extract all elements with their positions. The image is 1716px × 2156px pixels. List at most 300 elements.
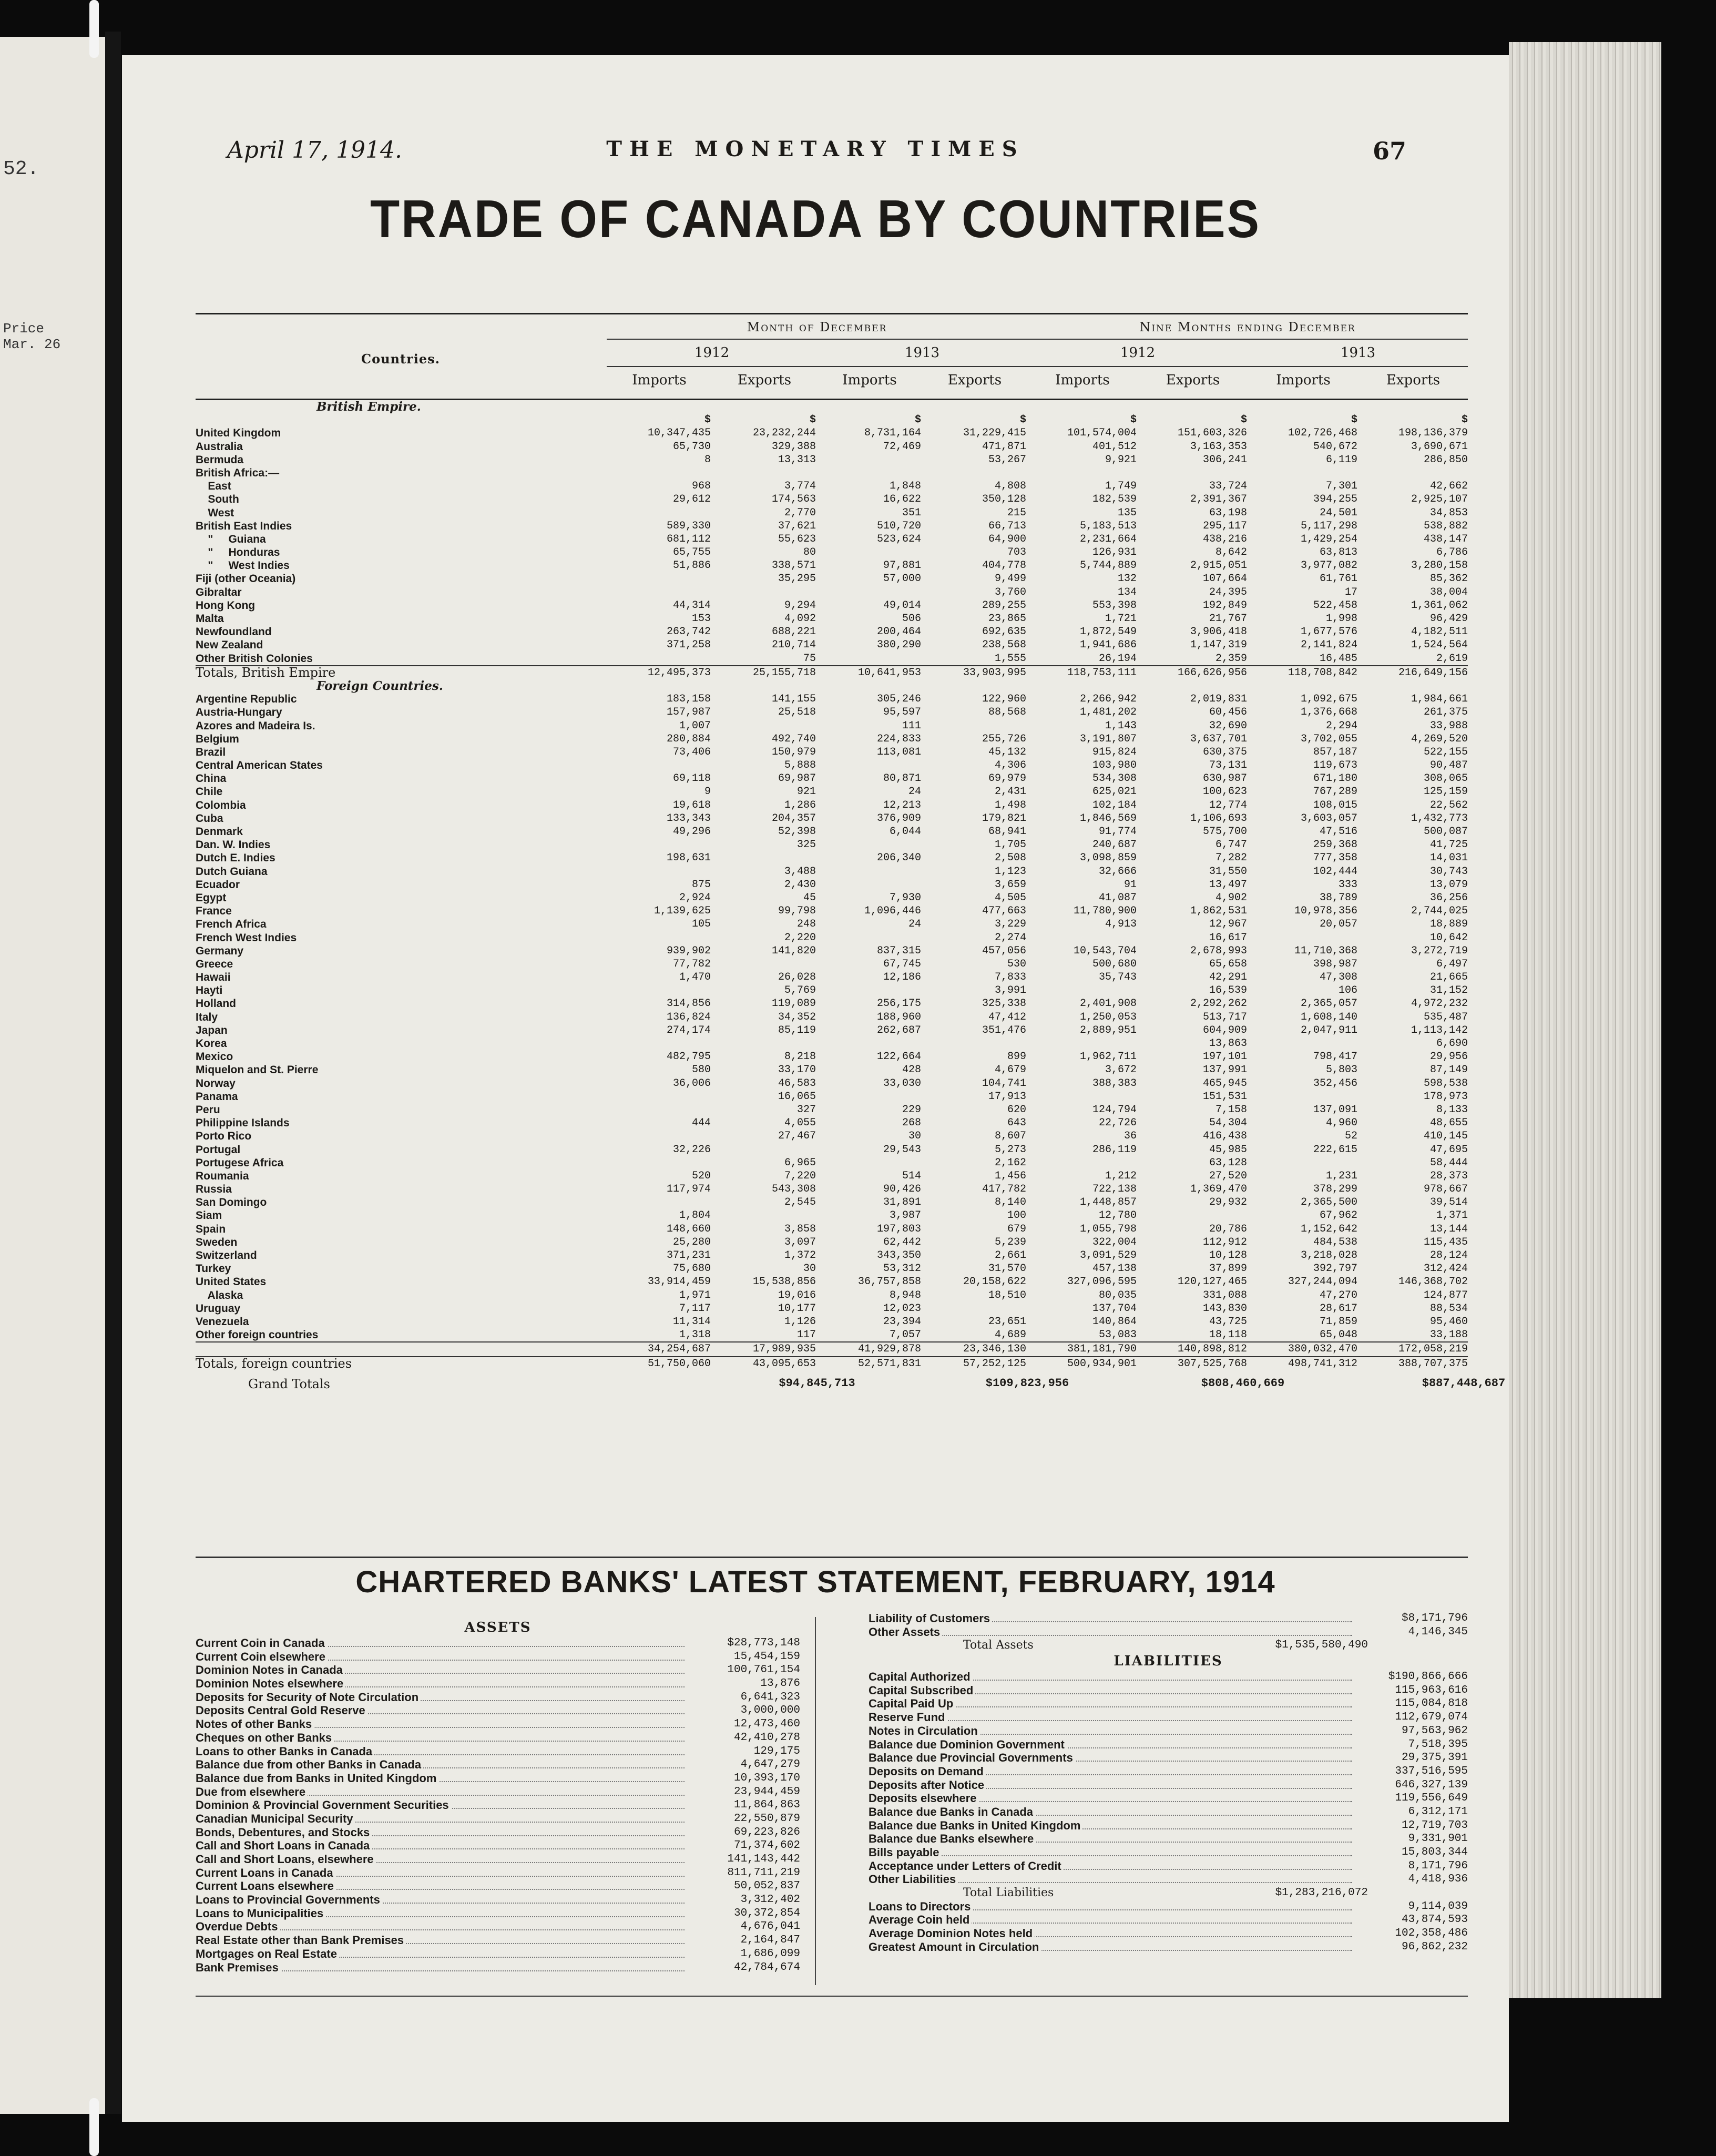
table-cell: 3,991 xyxy=(994,984,1026,997)
table-cell: 21,767 xyxy=(1209,613,1247,625)
table-cell: 18,889 xyxy=(1429,918,1468,931)
section-divider xyxy=(196,1557,1468,1558)
table-cell: 12,774 xyxy=(1209,799,1247,811)
table-cell: 2,231,664 xyxy=(1079,533,1137,545)
table-cell: 67,962 xyxy=(1319,1209,1357,1222)
table-cell: 398,987 xyxy=(1313,958,1357,970)
table-cell: 681,112 xyxy=(666,533,711,545)
table-cell: 124,794 xyxy=(1092,1103,1137,1116)
table-cell: 514 xyxy=(902,1169,921,1182)
table-row xyxy=(196,520,1468,533)
table-cell: 1,139,625 xyxy=(653,905,711,918)
table-cell: 32,226 xyxy=(672,1143,711,1156)
table-cell: 13,144 xyxy=(1429,1223,1468,1235)
trade-table-body xyxy=(196,400,1468,1370)
statement-value: $28,773,148 xyxy=(727,1637,800,1649)
table-cell: 598,538 xyxy=(1423,1077,1468,1090)
country-name: Cuba xyxy=(196,812,223,825)
table-cell: 23,232,244 xyxy=(752,427,816,440)
statement-line xyxy=(196,1785,800,1799)
statement-label: Notes of other Banks xyxy=(196,1717,314,1731)
statement-value: 4,676,041 xyxy=(740,1920,800,1933)
table-cell: 8,133 xyxy=(1436,1103,1468,1116)
table-cell: 3,987 xyxy=(889,1209,921,1222)
table-cell: 2,431 xyxy=(994,786,1026,798)
table-cell: 197,803 xyxy=(876,1223,921,1235)
statement-label: Current Loans in Canada xyxy=(196,1866,335,1879)
table-cell: 137,991 xyxy=(1202,1064,1247,1076)
country-name: Other British Colonies xyxy=(196,652,313,665)
table-row xyxy=(196,546,1468,559)
table-cell: 6,965 xyxy=(784,1156,816,1169)
country-name: Alaska xyxy=(196,1289,243,1301)
table-cell: 10,543,704 xyxy=(1073,944,1137,957)
statement-line xyxy=(196,1826,800,1839)
country-name: Colombia xyxy=(196,799,246,811)
table-cell: 4,972,232 xyxy=(1411,998,1468,1010)
statement-label: Notes in Circulation xyxy=(869,1724,980,1737)
table-cell: 4,182,511 xyxy=(1411,626,1468,638)
total-liabilities-row xyxy=(869,1886,1468,1900)
table-cell: 11,780,900 xyxy=(1073,905,1137,918)
table-cell: 12,023 xyxy=(883,1302,921,1315)
table-row xyxy=(196,625,1468,638)
country-name: Australia xyxy=(196,440,243,453)
table-cell: 102,184 xyxy=(1092,799,1137,811)
country-name: South xyxy=(196,493,239,506)
table-cell: 90,426 xyxy=(883,1183,921,1196)
statement-value: 115,963,616 xyxy=(1395,1684,1468,1696)
assets-list xyxy=(196,1636,800,1974)
grand-totals-row xyxy=(196,1370,1506,1397)
table-cell: 215 xyxy=(1007,506,1026,519)
statement-label: Loans to Directors xyxy=(869,1900,973,1913)
table-cell: 1,096,446 xyxy=(864,905,921,918)
table-cell: 151,603,326 xyxy=(1177,427,1247,440)
statement-value: 115,084,818 xyxy=(1395,1697,1468,1710)
table-row xyxy=(196,480,1468,493)
table-cell: 381,181,790 xyxy=(1067,1343,1137,1356)
table-cell: 7,117 xyxy=(679,1302,711,1315)
table-cell: 34,352 xyxy=(778,1011,816,1023)
statement-label: Real Estate other than Bank Premises xyxy=(196,1934,406,1947)
country-name: Switzerland xyxy=(196,1249,257,1262)
table-cell: 630,987 xyxy=(1202,772,1247,785)
table-row xyxy=(196,453,1468,466)
table-cell: 2,019,831 xyxy=(1190,693,1247,706)
table-cell: 3,702,055 xyxy=(1300,733,1357,745)
table-cell: 899 xyxy=(1007,1051,1026,1063)
table-cell: 1,984,661 xyxy=(1411,693,1468,706)
table-cell: 21,665 xyxy=(1429,971,1468,984)
statement-value: 30,372,854 xyxy=(733,1907,800,1919)
table-cell: 182,539 xyxy=(1092,493,1137,506)
statement-label: Loans to Municipalities xyxy=(196,1907,325,1920)
table-cell: 31,229,415 xyxy=(963,427,1026,440)
statement-value: 102,358,486 xyxy=(1395,1927,1468,1940)
table-cell: 29,932 xyxy=(1209,1196,1247,1209)
table-cell: 117 xyxy=(796,1329,816,1341)
table-row xyxy=(196,1315,1468,1328)
table-cell: 1,998 xyxy=(1325,613,1357,625)
table-cell: 4,902 xyxy=(1215,891,1247,904)
table-cell: 137,704 xyxy=(1092,1302,1137,1315)
table-cell: 24,501 xyxy=(1319,506,1357,519)
statement-value: 119,556,649 xyxy=(1395,1792,1468,1805)
table-cell: 39,514 xyxy=(1429,1196,1468,1209)
table-row xyxy=(196,693,1468,706)
country-name: Russia xyxy=(196,1183,232,1196)
table-cell: $ xyxy=(1351,414,1357,426)
table-cell: 68,941 xyxy=(988,826,1026,838)
country-name: " West Indies xyxy=(196,560,290,572)
table-row xyxy=(196,1156,1468,1169)
statement-line xyxy=(869,1792,1468,1805)
table-cell: 124,877 xyxy=(1423,1289,1468,1301)
table-row xyxy=(196,944,1468,958)
country-name: " Honduras xyxy=(196,546,280,559)
table-cell: 3,272,719 xyxy=(1411,944,1468,957)
statement-value: 43,874,593 xyxy=(1401,1914,1468,1926)
table-row xyxy=(196,559,1468,572)
table-cell: 45 xyxy=(803,891,816,904)
table-cell: 32,666 xyxy=(1098,865,1137,878)
table-row xyxy=(196,638,1468,652)
table-row xyxy=(196,1050,1468,1063)
statement-label: Greatest Amount in Circulation xyxy=(869,1940,1041,1954)
table-cell: 1,286 xyxy=(784,799,816,811)
table-cell: 1,872,549 xyxy=(1079,626,1137,638)
statement-value: 646,327,139 xyxy=(1395,1778,1468,1791)
table-cell: 210,714 xyxy=(771,639,816,652)
table-cell: 17,989,935 xyxy=(752,1343,816,1356)
table-cell: 3,672 xyxy=(1105,1064,1137,1076)
table-cell: 13,863 xyxy=(1209,1038,1247,1050)
statement-value: 13,876 xyxy=(760,1677,800,1690)
table-cell: 10,347,435 xyxy=(647,427,711,440)
table-cell: 1,371 xyxy=(1436,1209,1468,1222)
table-cell: 535,487 xyxy=(1423,1011,1468,1023)
table-cell: 140,898,812 xyxy=(1177,1343,1247,1356)
table-row xyxy=(196,1328,1468,1341)
previous-page-number: 52. xyxy=(3,158,39,180)
table-cell: 33,903,995 xyxy=(963,666,1026,679)
table-cell: $ xyxy=(1461,414,1468,426)
table-cell: 13,497 xyxy=(1209,878,1247,891)
table-cell: 333 xyxy=(1338,878,1357,891)
table-cell: 12,967 xyxy=(1209,918,1247,931)
table-cell: 10,128 xyxy=(1209,1249,1247,1262)
table-cell: 49,014 xyxy=(883,599,921,612)
statement-label: Loans to other Banks in Canada xyxy=(196,1745,374,1758)
table-cell: 1,231 xyxy=(1325,1169,1357,1182)
table-cell: 10,642 xyxy=(1429,931,1468,944)
table-cell: 2,365,057 xyxy=(1300,998,1357,1010)
table-cell: 534,308 xyxy=(1092,772,1137,785)
table-cell: 47,308 xyxy=(1319,971,1357,984)
country-name: Argentine Republic xyxy=(196,693,297,706)
country-name: Brazil xyxy=(196,746,226,758)
table-cell: 153 xyxy=(691,613,711,625)
table-cell: 150,979 xyxy=(771,746,816,758)
statement-label: Capital Authorized xyxy=(869,1670,973,1683)
table-cell: 2,274 xyxy=(994,931,1026,944)
table-cell: 12,213 xyxy=(883,799,921,811)
table-cell: 85,362 xyxy=(1429,573,1468,585)
table-row xyxy=(196,772,1468,785)
table-cell: 968 xyxy=(691,480,711,493)
table-cell: 122,960 xyxy=(982,693,1026,706)
table-cell: 308,065 xyxy=(1423,772,1468,785)
table-cell: 404,778 xyxy=(982,560,1026,572)
table-cell: 34,853 xyxy=(1429,506,1468,519)
table-cell: 1,749 xyxy=(1105,480,1137,493)
table-cell: 1,055,798 xyxy=(1079,1223,1137,1235)
book-gutter xyxy=(105,32,121,2114)
country-name: Japan xyxy=(196,1024,228,1036)
table-cell: 17,913 xyxy=(988,1090,1026,1103)
table-cell: 37,621 xyxy=(778,520,816,532)
table-cell: 57,252,125 xyxy=(963,1357,1026,1370)
table-cell: 1,372 xyxy=(784,1249,816,1262)
table-cell: 10,641,953 xyxy=(857,666,921,679)
table-cell: 141,820 xyxy=(771,944,816,957)
liabilities-column xyxy=(869,1612,1468,1954)
country-name: France xyxy=(196,905,232,918)
table-cell: 1,212 xyxy=(1105,1169,1137,1182)
table-cell: 1,369,470 xyxy=(1190,1183,1247,1196)
total-row xyxy=(196,1341,1468,1356)
exports-header: Exports xyxy=(737,372,792,388)
exports-header: Exports xyxy=(947,372,1002,388)
country-name: Portugal xyxy=(196,1143,241,1156)
statement-label: Overdue Debts xyxy=(196,1920,280,1933)
table-cell: 688,221 xyxy=(771,626,816,638)
table-row xyxy=(196,413,1468,426)
table-cell: 314,856 xyxy=(666,998,711,1010)
table-cell: 166,626,956 xyxy=(1177,666,1247,679)
table-cell: 4,808 xyxy=(994,480,1026,493)
table-cell: 95,597 xyxy=(883,706,921,719)
table-cell: 134 xyxy=(1117,586,1137,598)
table-cell: 8,607 xyxy=(994,1130,1026,1143)
table-cell: 5,803 xyxy=(1325,1064,1357,1076)
table-cell: 179,821 xyxy=(982,812,1026,825)
table-cell: 630,375 xyxy=(1202,746,1247,758)
table-cell: 111 xyxy=(902,719,921,732)
table-cell: 625,021 xyxy=(1092,786,1137,798)
table-cell: 133,343 xyxy=(666,812,711,825)
table-cell: 125,159 xyxy=(1423,786,1468,798)
table-cell: 416,438 xyxy=(1202,1130,1247,1143)
country-name: Philippine Islands xyxy=(196,1117,290,1130)
table-cell: 20,158,622 xyxy=(963,1276,1026,1288)
table-cell: 10,978,356 xyxy=(1294,905,1357,918)
statement-line xyxy=(196,1798,800,1812)
table-cell: 65,048 xyxy=(1319,1329,1357,1341)
table-row xyxy=(196,984,1468,997)
table-cell: 692,635 xyxy=(982,626,1026,638)
statement-line xyxy=(869,1684,1468,1697)
table-cell: 6,747 xyxy=(1215,839,1247,851)
statement-line xyxy=(196,1717,800,1731)
table-cell: 1,123 xyxy=(994,865,1026,878)
table-cell: 380,290 xyxy=(876,639,921,652)
table-row xyxy=(196,1236,1468,1249)
table-row xyxy=(196,891,1468,904)
statement-label: Average Coin held xyxy=(869,1913,972,1926)
table-cell: 325,338 xyxy=(982,998,1026,1010)
table-cell: 2,619 xyxy=(1436,652,1468,665)
statement-value: 71,374,602 xyxy=(733,1839,800,1852)
table-cell: 2,401,908 xyxy=(1079,998,1137,1010)
statement-line xyxy=(196,1745,800,1758)
page-title: TRADE OF CANADA BY COUNTRIES xyxy=(370,189,1261,249)
table-cell: 17 xyxy=(1344,586,1357,598)
statement-line xyxy=(196,1704,800,1717)
statement-label: Bonds, Debentures, and Stocks xyxy=(196,1826,372,1839)
statement-line xyxy=(196,1947,800,1961)
year-header: 1913 xyxy=(904,345,940,361)
statement-label: Mortgages on Real Estate xyxy=(196,1947,339,1960)
country-name: Newfoundland xyxy=(196,626,272,638)
table-cell: 73,406 xyxy=(672,746,711,758)
table-cell: 1,456 xyxy=(994,1169,1026,1182)
table-cell: 58,444 xyxy=(1429,1156,1468,1169)
trade-table-header xyxy=(196,313,1468,400)
statement-label: Bank Premises xyxy=(196,1961,281,1974)
total-assets-label: Total Assets xyxy=(963,1639,1034,1652)
table-cell: 500,680 xyxy=(1092,958,1137,970)
statement-line xyxy=(869,1805,1468,1819)
table-cell: 80,871 xyxy=(883,772,921,785)
table-cell: 5,239 xyxy=(994,1236,1026,1248)
table-row xyxy=(196,799,1468,812)
table-row xyxy=(196,426,1468,440)
table-cell: 2,915,051 xyxy=(1190,560,1247,572)
statement-label: Dominion Notes elsewhere xyxy=(196,1677,345,1690)
table-cell: 857,187 xyxy=(1313,746,1357,758)
table-row xyxy=(196,1275,1468,1288)
table-cell: 428 xyxy=(902,1064,921,1076)
table-row xyxy=(196,958,1468,971)
table-cell: 4,306 xyxy=(994,759,1026,772)
statement-line xyxy=(869,1751,1468,1765)
table-row xyxy=(196,1077,1468,1090)
bottom-rule xyxy=(196,1996,1468,1997)
table-cell: 8,731,164 xyxy=(864,427,921,440)
table-row xyxy=(196,1209,1468,1222)
table-cell: 471,871 xyxy=(982,440,1026,453)
table-cell: 97,881 xyxy=(883,560,921,572)
table-cell: 38,789 xyxy=(1319,891,1357,904)
table-cell: 120,127,465 xyxy=(1177,1276,1247,1288)
table-cell: 1,470 xyxy=(679,971,711,984)
running-header xyxy=(122,137,1509,168)
table-cell: 1,677,576 xyxy=(1300,626,1357,638)
table-cell: 174,563 xyxy=(771,493,816,506)
table-cell: 679 xyxy=(1007,1223,1026,1235)
table-cell: 2,925,107 xyxy=(1411,493,1468,506)
table-cell: 63,128 xyxy=(1209,1156,1247,1169)
country-name: British Africa:— xyxy=(196,466,280,479)
table-row xyxy=(196,466,1468,480)
statement-line xyxy=(869,1859,1468,1873)
table-cell: 3,091,529 xyxy=(1079,1249,1137,1262)
table-cell: 19,016 xyxy=(778,1289,816,1301)
table-cell: 1,318 xyxy=(679,1329,711,1341)
table-cell: 378,299 xyxy=(1313,1183,1357,1196)
imports-header: Imports xyxy=(632,372,687,388)
journal-page xyxy=(122,55,1509,2122)
table-cell: 27,467 xyxy=(778,1130,816,1143)
table-cell: 444 xyxy=(691,1117,711,1130)
country-name: Spain xyxy=(196,1223,226,1235)
film-sprocket-bottom xyxy=(89,2098,99,2156)
country-name: British East Indies xyxy=(196,520,292,532)
country-name: China xyxy=(196,772,227,785)
statement-line xyxy=(196,1636,800,1650)
table-cell: 13,079 xyxy=(1429,878,1468,891)
table-cell: 52 xyxy=(1344,1130,1357,1143)
statement-label: Deposits on Demand xyxy=(869,1765,986,1778)
table-cell: 47,695 xyxy=(1429,1143,1468,1156)
table-cell: 75,680 xyxy=(672,1263,711,1275)
table-cell: 580 xyxy=(691,1064,711,1076)
table-cell: 522,155 xyxy=(1423,746,1468,758)
banks-title: CHARTERED BANKS' LATEST STATEMENT, FEBRUARY, 1914 xyxy=(355,1565,1275,1599)
statement-label: Current Coin elsewhere xyxy=(196,1650,328,1663)
country-name: Bermuda xyxy=(196,453,244,466)
table-cell: 43,095,653 xyxy=(752,1357,816,1370)
table-cell: 261,375 xyxy=(1423,706,1468,719)
table-cell: 26,028 xyxy=(778,971,816,984)
table-cell: 24,395 xyxy=(1209,586,1247,598)
statement-value: 9,331,901 xyxy=(1408,1833,1468,1845)
table-cell: 4,913 xyxy=(1105,918,1137,931)
statement-label: Dominion & Provincial Government Securities xyxy=(196,1798,451,1812)
statement-line xyxy=(869,1738,1468,1752)
table-cell: 325 xyxy=(796,839,816,851)
table-cell: 9 xyxy=(704,786,711,798)
statement-label: Deposits elsewhere xyxy=(869,1792,978,1805)
imports-header: Imports xyxy=(842,372,897,388)
table-cell: 33,188 xyxy=(1429,1329,1468,1341)
table-row xyxy=(196,612,1468,625)
statement-value: 50,052,837 xyxy=(733,1880,800,1893)
table-cell: 41,725 xyxy=(1429,839,1468,851)
table-cell: 143,830 xyxy=(1202,1302,1247,1315)
table-cell: 222,615 xyxy=(1313,1143,1357,1156)
table-cell: 380,032,470 xyxy=(1288,1343,1357,1356)
statement-line xyxy=(196,1893,800,1907)
table-cell: 327,244,094 xyxy=(1288,1276,1357,1288)
table-cell: 48,655 xyxy=(1429,1117,1468,1130)
statement-line xyxy=(196,1934,800,1947)
statement-line xyxy=(869,1697,1468,1711)
table-cell: 388,707,375 xyxy=(1398,1357,1468,1370)
statement-label: Loans to Provincial Governments xyxy=(196,1893,382,1906)
table-cell: 106 xyxy=(1338,984,1357,997)
table-cell: 262,687 xyxy=(876,1024,921,1036)
statement-label: Call and Short Loans, elsewhere xyxy=(196,1853,376,1866)
country-name: Dutch Guiana xyxy=(196,865,268,878)
month-of-december-header: Month of December xyxy=(747,320,887,334)
table-cell: 112,912 xyxy=(1202,1236,1247,1248)
statement-label: Acceptance under Letters of Credit xyxy=(869,1859,1064,1873)
table-cell: 104,741 xyxy=(982,1077,1026,1090)
table-cell: 2,292,262 xyxy=(1190,998,1247,1010)
